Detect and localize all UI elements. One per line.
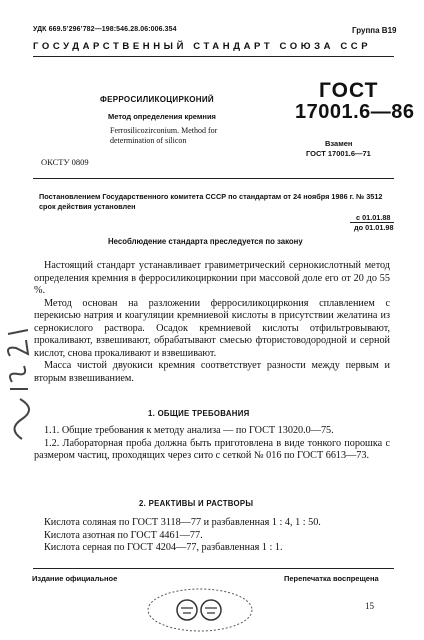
english-title: [110, 126, 217, 146]
effective-from: с 01.01.88: [356, 213, 391, 222]
section-2-paragraph-2: Кислота азотная по ГОСТ 4461—77.: [44, 529, 203, 541]
violation-notice: Несоблюдение стандарта преследуется по закону: [108, 237, 303, 246]
reprint-prohibited: Перепечатка воспрещена: [284, 574, 379, 583]
section-2-paragraph-3: Кислота серная по ГОСТ 4204—77, разбавленная 1 : 1.: [44, 542, 283, 553]
resolution-text: Постановлением Государственного комитета СССР по стандартам от 24 ноября 1986 г. № 3512 срок действия установлен: [39, 192, 383, 211]
effective-to: до 01.01.98: [354, 223, 394, 232]
replaces-label: Взамен: [325, 139, 353, 148]
section-2-paragraph-1: Кислота соляная по ГОСТ 3118—77 и разбавленная 1 : 4, 1 : 50.: [44, 517, 321, 528]
footer-rule: [33, 568, 394, 569]
gost-number: 17001.6—86: [295, 101, 415, 123]
intro-text: [34, 260, 390, 385]
edition-official: Издание официальное: [32, 574, 118, 583]
gost-label: ГОСТ: [319, 79, 379, 102]
intro-paragraph-1: Настоящий стандарт устанавливает гравиметрический сернокислотный метод определения кремния в ферросиликоцирконии при массовой доле его от 20 до 55 %.: [34, 260, 390, 296]
group-code: Группа В19: [352, 26, 397, 35]
page-number: 15: [365, 601, 374, 611]
english-title-line1: Ferrosilicozirconium. Method for: [110, 126, 218, 135]
handwritten-margin-note: [2, 314, 40, 444]
intro-paragraph-2: Метод основан на разложении ферросиликоциркония сплавлением с перекисью натрия и коагуляции кремниевой кислоты в присутствии желатина из сернокислого раствора. Осадок кремниевой кислоты отфильтровывают, прокаливают, взвешивают, обрабатывают смесью фтористоводородной и серной кислот, снова прокаливают и взвешивают.: [34, 297, 390, 359]
intro-paragraph-3: Масса чистой двуокиси кремния соответствует разности между первым и вторым взвешиванием.: [34, 360, 390, 384]
section-1-text: [34, 425, 390, 463]
section-1-paragraph-1: 1.1. Общие требования к методу анализа — по ГОСТ 13020.0—75.: [44, 425, 334, 436]
udk-code: УДК 669.5’296’782—198:546.28.06:006.354: [33, 26, 177, 33]
stamp-seal: [145, 586, 255, 639]
document-title: ФЕРРОСИЛИКОЦИРКОНИЙ: [100, 95, 214, 104]
section-1-paragraph-2: 1.2. Лабораторная проба должна быть приготовлена в виде тонкого порошка с размером частиц, проходящих через сито с сеткой № 016 по ГОСТ 6613—73.: [34, 437, 390, 461]
replaces-number: ГОСТ 17001.6—71: [306, 149, 371, 158]
english-title-line2: determination of silicon: [110, 136, 187, 145]
okstu-code: ОКСТУ 0809: [41, 157, 89, 167]
document-subtitle: Метод определения кремния: [108, 112, 216, 121]
header-rule: [33, 56, 394, 57]
section-2-text: [34, 517, 390, 555]
standard-header: ГОСУДАРСТВЕННЫЙ СТАНДАРТ СОЮЗА ССР: [33, 41, 372, 52]
section-1-heading: 1. ОБЩИЕ ТРЕБОВАНИЯ: [148, 409, 250, 418]
section-rule: [33, 178, 394, 179]
section-2-heading: 2. РЕАКТИВЫ И РАСТВОРЫ: [139, 499, 254, 508]
